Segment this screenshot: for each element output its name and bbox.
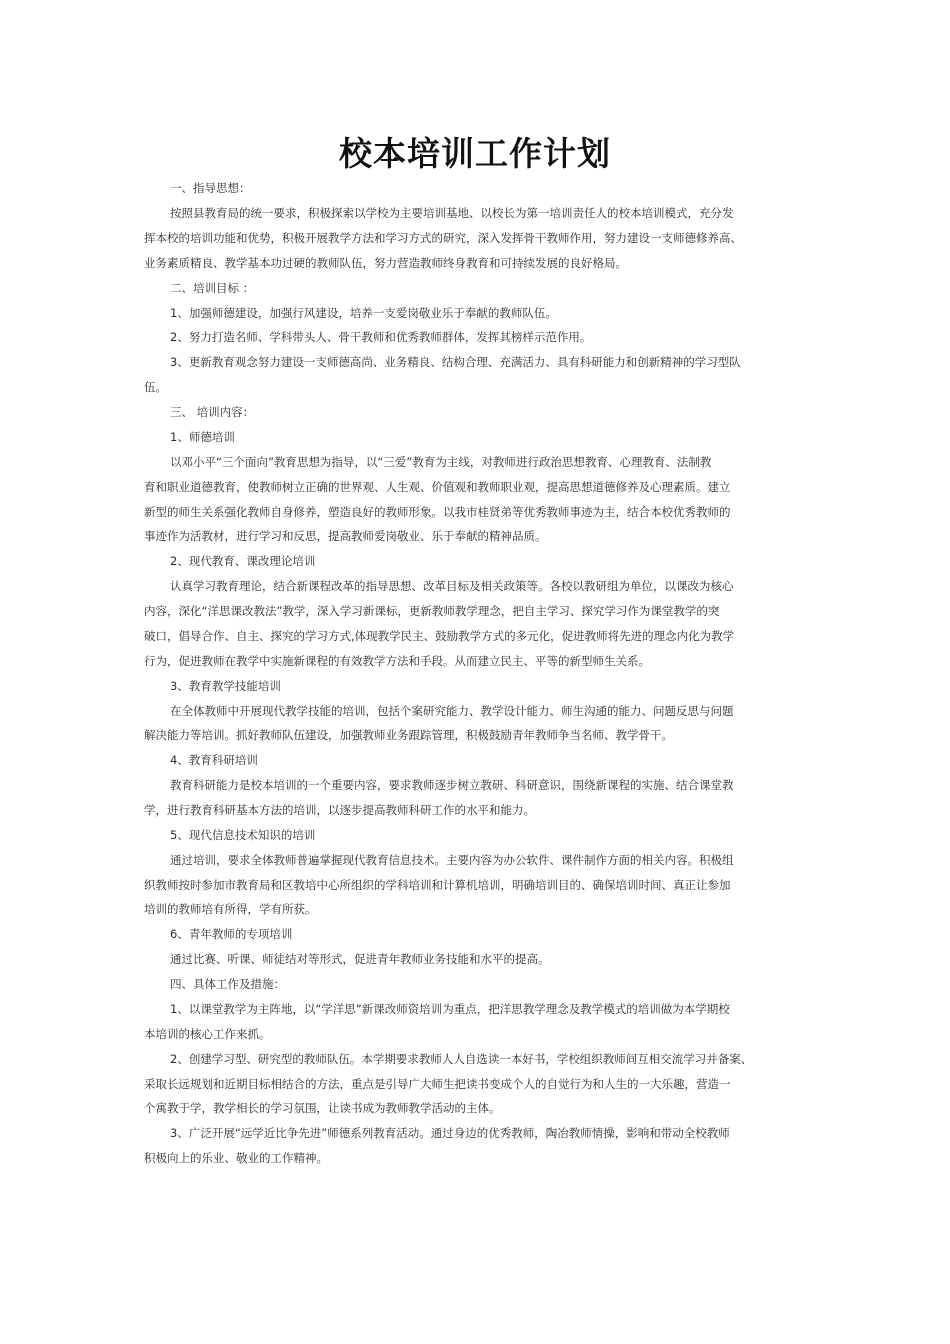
section-heading: 三、 培训内容： [170,405,255,419]
paragraph-line: 新型的师生关系强化教师自身修养，塑造良好的教师形象。以我市桂贤弟等优秀教师事迹为主，结合本校优秀教师的 [144,505,731,519]
list-item: 2、努力打造名师、学科带头人、骨干教师和优秀教师群体，发挥其榜样示范作用。 [170,330,592,344]
paragraph-line: 个寓教于学，教学相长的学习氛围，让读书成为教师教学活动的主体。 [144,1101,501,1115]
paragraph-line: 破口，倡导合作、自主、探究的学习方式,体现教学民主、鼓励教学方式的多元化，促进教师将先进的理念内化为教学 [144,629,735,643]
paragraph-line: 内容，深化“洋思课改教法”教学，深入学习新课标，更新教师教学理念，把自主学习、探究学习作为课堂教学的突 [144,604,720,618]
section-heading: 二、培训目标 ： [170,281,255,295]
paragraph-line: 按照县教育局的统一要求，积极探索以学校为主要培训基地、以校长为第一培训责任人的校本培训模式，充分发 [170,206,734,220]
list-item: 3、广泛开展“远学近比争先进”师德系列教育活动。通过身边的优秀教师，陶冶教师情操，影响和带动全校教师 [170,1126,730,1140]
section-heading: 四、具体工作及措施： [170,977,285,991]
section-heading: 一、指导思想： [170,181,251,195]
document-title: 校本培训工作计划 [339,134,611,173]
paragraph-line: 挥本校的培训功能和优势，积极开展教学方法和学习方式的研究，深入发挥骨干教师作用，努力建设一支师德修养高、 [144,231,742,245]
paragraph-line: 伍。 [144,380,167,394]
paragraph-line: 认真学习教育理论，结合新课程改革的指导思想、改革目标及相关政策等。各校以教研组为单位，以课改为核心 [170,579,734,593]
paragraph-line: 通过培训，要求全体教师普遍掌握现代教育信息技术。主要内容为办公软件、课件制作方面的相关内容。积极组 [170,853,734,867]
subsection-heading: 3、教育教学技能培训 [170,679,281,693]
paragraph-line: 通过比赛、听课、师徒结对等形式，促进青年教师业务技能和水平的提高。 [170,952,550,966]
subsection-heading: 6、青年教师的专项培训 [170,927,293,941]
list-item: 3、更新教育观念努力建设一支师德高尚、业务精良、结构合理、充满活力、具有科研能力和创新精神的学习型队 [170,355,741,369]
paragraph-line: 织教师按时参加市教育局和区教培中心所组织的学科培训和计算机培训，明确培训目的、确保培训时间、真正让参加 [144,878,731,892]
subsection-heading: 1、师德培训 [170,430,235,444]
subsection-heading: 5、现代信息技术知识的培训 [170,828,316,842]
paragraph-line: 本培训的核心工作来抓。 [144,1027,271,1041]
paragraph-line: 以邓小平“三个面向”教育思想为指导，以“三爱”教育为主线，对教师进行政治思想教育、心理教育、法制教 [170,455,712,469]
paragraph-line: 培训的教师培有所得，学有所获。 [144,902,317,916]
subsection-heading: 2、现代教育、课改理论培训 [170,554,316,568]
paragraph-line: 育和职业道德教育，使教师树立正确的世界观、人生观、价值观和教师职业观，提高思想道德修养及心理素质。建立 [144,480,731,494]
list-item: 1、以课堂教学为主阵地，以“学洋思”新课改师资培训为重点，把洋思教学理念及教学模式的培训做为本学期校 [170,1002,730,1016]
paragraph-line: 学，进行教育科研基本方法的培训，以逐步提高教师科研工作的水平和能力。 [144,803,535,817]
subsection-heading: 4、教育科研培训 [170,753,258,767]
paragraph-line: 业务素质精良、教学基本功过硬的教师队伍，努力营造教师终身教育和可持续发展的良好格局。 [144,256,627,270]
paragraph-line: 采取长远规划和近期目标相结合的方法，重点是引导广大师生把读书变成个人的自觉行为和人生的一大乐趣，营造一 [144,1077,731,1091]
list-item: 1、加强师德建设，加强行风建设，培养一支爱岗敬业乐于奉献的教师队伍。 [170,306,557,320]
paragraph-line: 教育科研能力是校本培训的一个重要内容，要求教师逐步树立教研、科研意识，围绕新课程的实施、结合课堂教 [170,778,734,792]
paragraph-line: 在全体教师中开展现代教学技能的培训，包括个案研究能力、教学设计能力、师生沟通的能力、问题反思与问题 [170,704,734,718]
paragraph-line: 事迹作为活教材，进行学习和反思，提高教师爱岗敬业、乐于奉献的精神品质。 [144,529,547,543]
paragraph-line: 行为，促进教师在教学中实施新课程的有效教学方法和手段。从而建立民主、平等的新型师生关系。 [144,654,650,668]
paragraph-line: 解决能力等培训。抓好教师队伍建设，加强教师业务跟踪管理，积极鼓励青年教师争当名师、教学骨干。 [144,728,673,742]
list-item: 2、创建学习型、研究型的教师队伍。本学期要求教师人人自选读一本好书，学校组织教师间互相交流学习并备案、 [170,1052,753,1066]
paragraph-line: 积极向上的乐业、敬业的工作精神。 [144,1151,328,1165]
